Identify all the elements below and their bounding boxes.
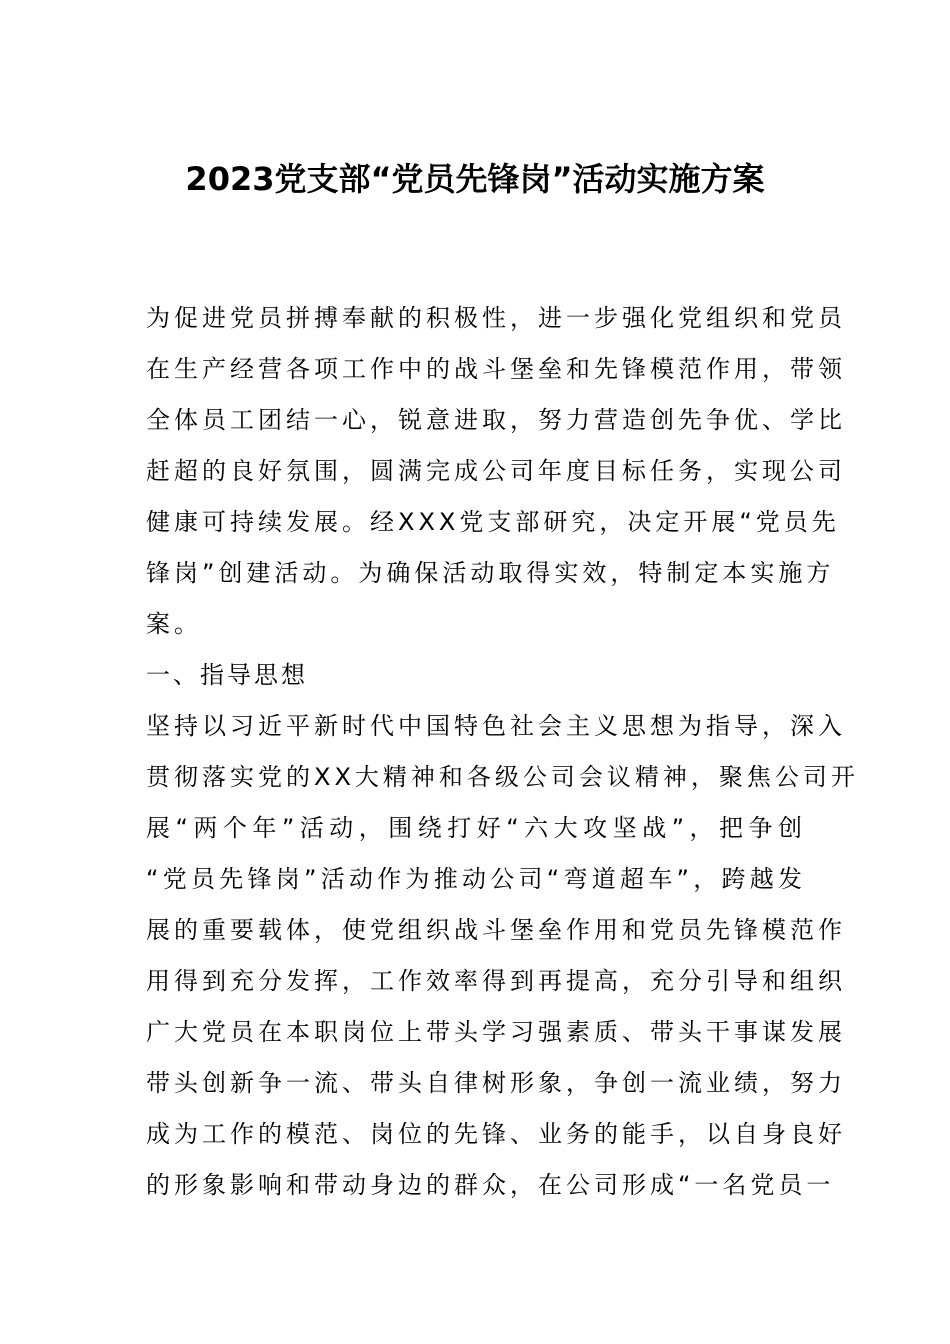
- text-line: 全体员工团结一心，锐意进取，努力营造创先争优、学比: [146, 406, 846, 434]
- text-line: 在生产经营各项工作中的战斗堡垒和先锋模范作用，带领: [146, 355, 846, 383]
- paragraph-intro: [146, 293, 846, 650]
- text-line: 贯彻落实党的XX大精神和各级公司会议精神，聚焦公司开: [146, 763, 859, 791]
- document-title: 2023党支部“党员先锋岗”活动实施方案: [185, 160, 765, 198]
- text-line: 为促进党员拼搏奉献的积极性，进一步强化党组织和党员: [146, 304, 846, 332]
- text-line: 展的重要载体，使党组织战斗堡垒作用和党员先锋模范作: [146, 916, 846, 944]
- text-line: 锋岗”创建活动。为确保活动取得实效，特制定本实施方: [146, 559, 835, 587]
- text-line: 坚持以习近平新时代中国特色社会主义思想为指导，深入: [146, 712, 846, 740]
- text-line: “党员先锋岗”活动作为推动公司“弯道超车”，跨越发: [146, 865, 806, 893]
- text-line: 带头创新争一流、带头自律树形象，争创一流业绩，努力: [146, 1069, 846, 1097]
- text-line: 广大党员在本职岗位上带头学习强素质、带头干事谋发展: [146, 1018, 846, 1046]
- document-body: [146, 293, 859, 1211]
- text-line: 展“两个年”活动，围绕打好“六大攻坚战”，把争创: [146, 814, 806, 842]
- text-line: 健康可持续发展。经XXX党支部研究，决定开展“党员先: [146, 508, 840, 536]
- section-heading-guiding-ideology: 一、指导思想: [146, 661, 308, 689]
- text-line: 用得到充分发挥，工作效率得到再提高，充分引导和组织: [146, 967, 846, 995]
- text-line: 成为工作的模范、岗位的先锋、业务的能手，以自身良好: [146, 1120, 846, 1148]
- text-line: 赶超的良好氛围，圆满完成公司年度目标任务，实现公司: [146, 457, 846, 485]
- paragraph-guiding-ideology: [146, 701, 859, 1211]
- text-line: 案。: [146, 610, 202, 638]
- text-line: 的形象影响和带动身边的群众，在公司形成“一名党员一: [146, 1171, 835, 1199]
